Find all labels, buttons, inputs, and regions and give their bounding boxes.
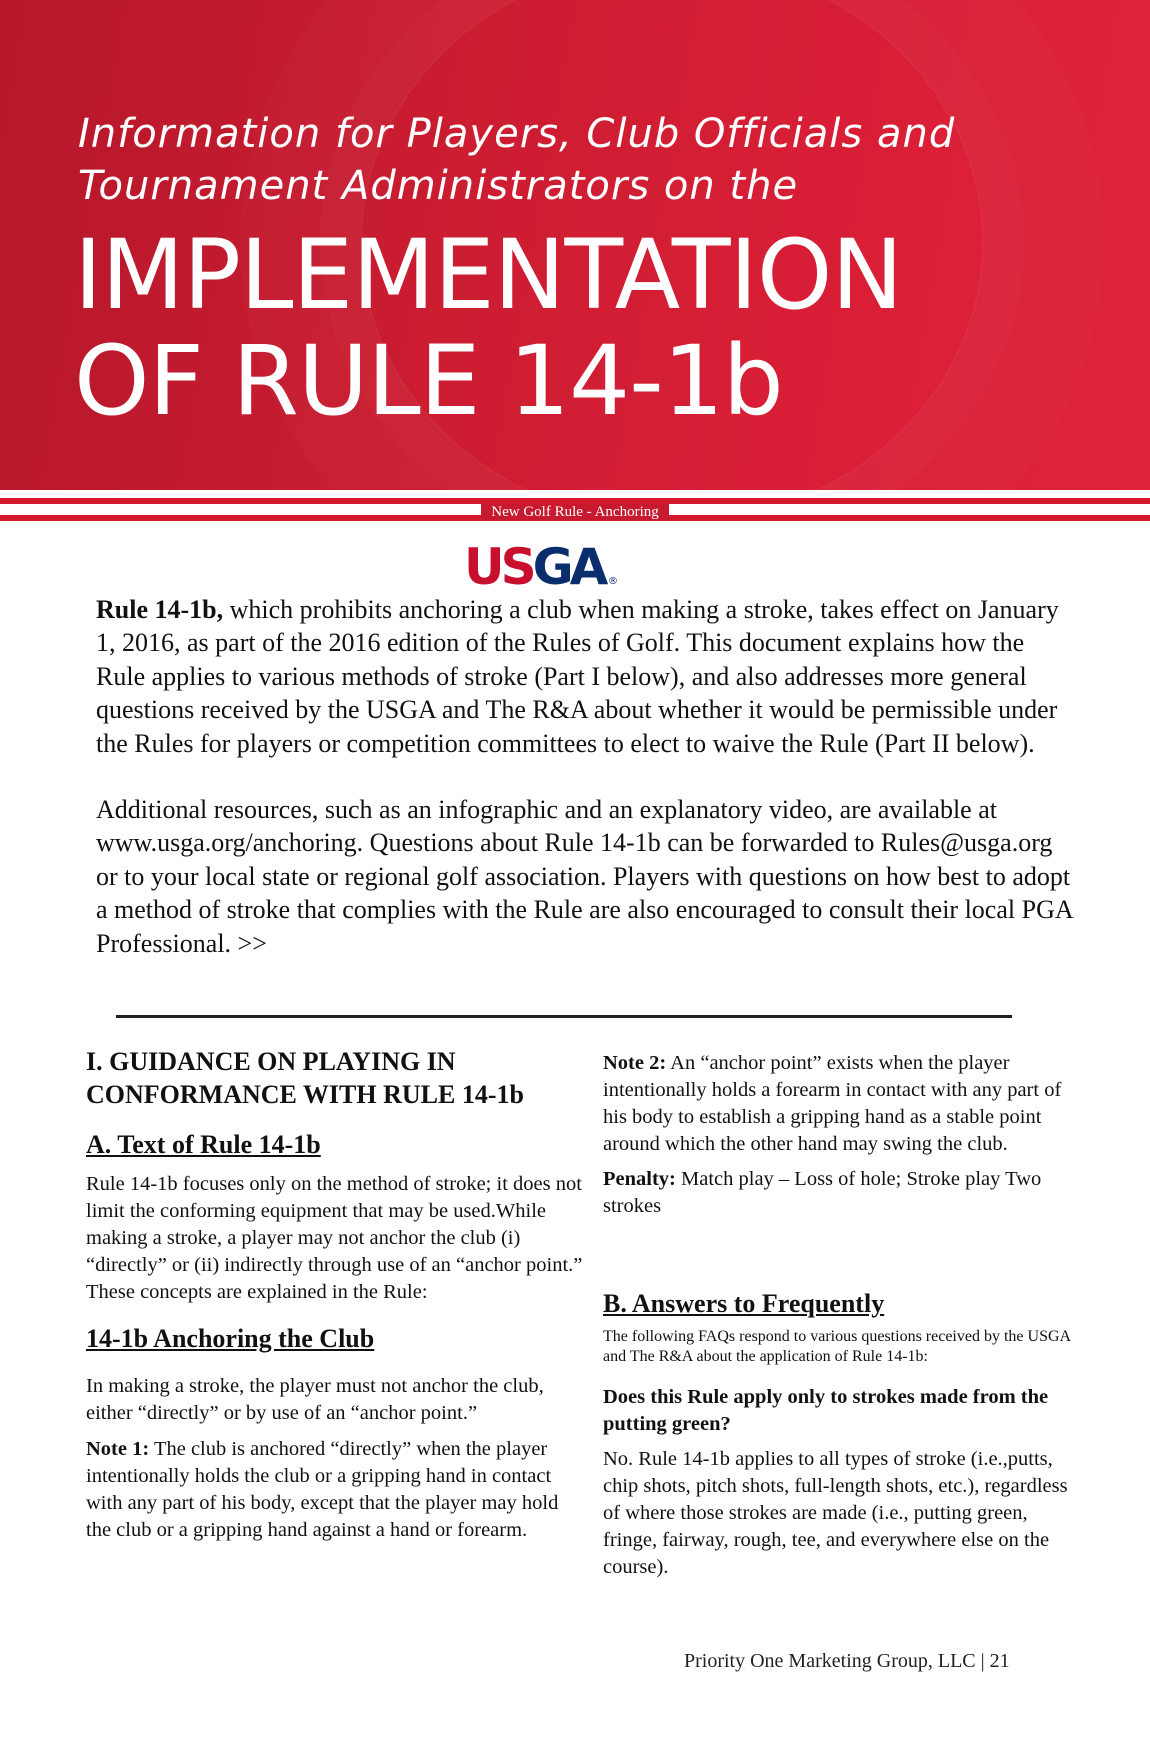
header-title xyxy=(74,219,1134,437)
usga-logo-ga: GA xyxy=(532,538,605,594)
band-label xyxy=(0,502,1150,522)
intro-paragraph-1 xyxy=(96,593,1076,760)
svg-text:USGA xyxy=(464,538,609,594)
band-label-text: New Golf Rule - Anchoring xyxy=(481,504,668,520)
faq-intro: The following FAQs respond to various questions received by the USGA and The R&A about the application of Rule 14-1b: xyxy=(603,1328,1071,1365)
note-1-text: The club is anchored “directly” when the player intentionally holds the club or a gripping hand in contact with any part of his body, except that the player may hold the club or a gripping hand against a hand or forearm. xyxy=(86,1438,559,1541)
penalty-text: Match play – Loss of hole; Stroke play Two strokes xyxy=(603,1168,1042,1217)
footer-publisher: Priority One Marketing Group, LLC xyxy=(684,1650,976,1672)
header-subtitle xyxy=(78,108,1078,212)
registered-mark: ® xyxy=(608,576,618,587)
rule-text-paragraph: Rule 14-1b focuses only on the method of stroke; it does not limit the conforming equipment that may be used.While making a stroke, a player may not anchor the club (i) “directly” or (ii) indirectly through use of an “anchor point.” These concepts are explained in the Rule: xyxy=(86,1173,583,1303)
header-banner xyxy=(0,0,1150,490)
footer-separator: | xyxy=(980,1650,985,1672)
intro-paragraph-1-text: which prohibits anchoring a club when making a stroke, takes effect on January 1, 2016, as part of the 2016 edition of the Rules of Golf. This document explains how the Rule applies to various methods of stroke (Part I below), and also addresses more general questions received by the USGA and The R&A about whether it would be permissible under the Rules for players or competition committees to elect to waive the Rule (Part II below). xyxy=(96,595,1059,758)
intro-paragraph-2: Additional resources, such as an infographic and an explanatory video, are available at www.usga.org/anchoring. Questions about Rule 14-1b can be forwarded to Rules@usga.org or to your local state or regional golf association. Players with questions on how best to adopt a method of stroke that complies with the Rule are also encouraged to consult their local PGA Professional. >> xyxy=(96,795,1073,958)
header-subtitle-line1: Information for Players, Club Officials and xyxy=(78,111,956,157)
header-title-line2: OF RULE 14-1b xyxy=(74,325,783,437)
subheading-answers-faq: B. Answers to Frequently xyxy=(603,1289,885,1318)
page-number: 21 xyxy=(989,1650,1010,1672)
note-2-text: An “anchor point” exists when the player intentionally holds a forearm in contact with any part of his body to establish a gripping hand as a stable point around which the other hand may swing the club. xyxy=(603,1052,1062,1155)
section-divider xyxy=(116,1015,1012,1018)
page-footer xyxy=(684,1648,1084,1674)
section-heading xyxy=(86,1045,586,1111)
intro-section xyxy=(96,593,1076,960)
note-1 xyxy=(86,1436,586,1544)
subheading-anchoring-the-club: 14-1b Anchoring the Club xyxy=(86,1324,375,1353)
note-2 xyxy=(603,1050,1083,1158)
usga-logo-us: US xyxy=(464,538,533,594)
anchoring-paragraph: In making a stroke, the player must not anchor the club, either “directly” or by use of an “anchor point.” xyxy=(86,1375,544,1424)
header-subtitle-line2: Tournament Administrators on the xyxy=(78,163,799,209)
note-1-label: Note 1: xyxy=(86,1438,150,1460)
section-heading-line2: CONFORMANCE WITH RULE 14-1b xyxy=(86,1080,524,1109)
faq-question: Does this Rule apply only to strokes made from the putting green? xyxy=(603,1386,1049,1435)
usga-logo xyxy=(464,534,624,594)
header-title-line1: IMPLEMENTATION xyxy=(74,219,903,331)
penalty-label: Penalty: xyxy=(603,1168,676,1190)
faq-answer: No. Rule 14-1b applies to all types of stroke (i.e.,putts, chip shots, pitch shots, full-length shots, etc.), regardless of where those strokes are made (i.e., putting green, fringe, fairway, rough, tee, and everywhere else on the course). xyxy=(603,1448,1068,1578)
intro-lead: Rule 14-1b, xyxy=(96,595,224,624)
penalty xyxy=(603,1166,1083,1220)
subheading-text-of-rule: A. Text of Rule 14-1b xyxy=(86,1130,321,1159)
note-2-label: Note 2: xyxy=(603,1052,667,1074)
left-column xyxy=(86,1045,586,1544)
right-column xyxy=(603,1050,1083,1581)
section-heading-line1: I. GUIDANCE ON PLAYING IN xyxy=(86,1047,456,1076)
